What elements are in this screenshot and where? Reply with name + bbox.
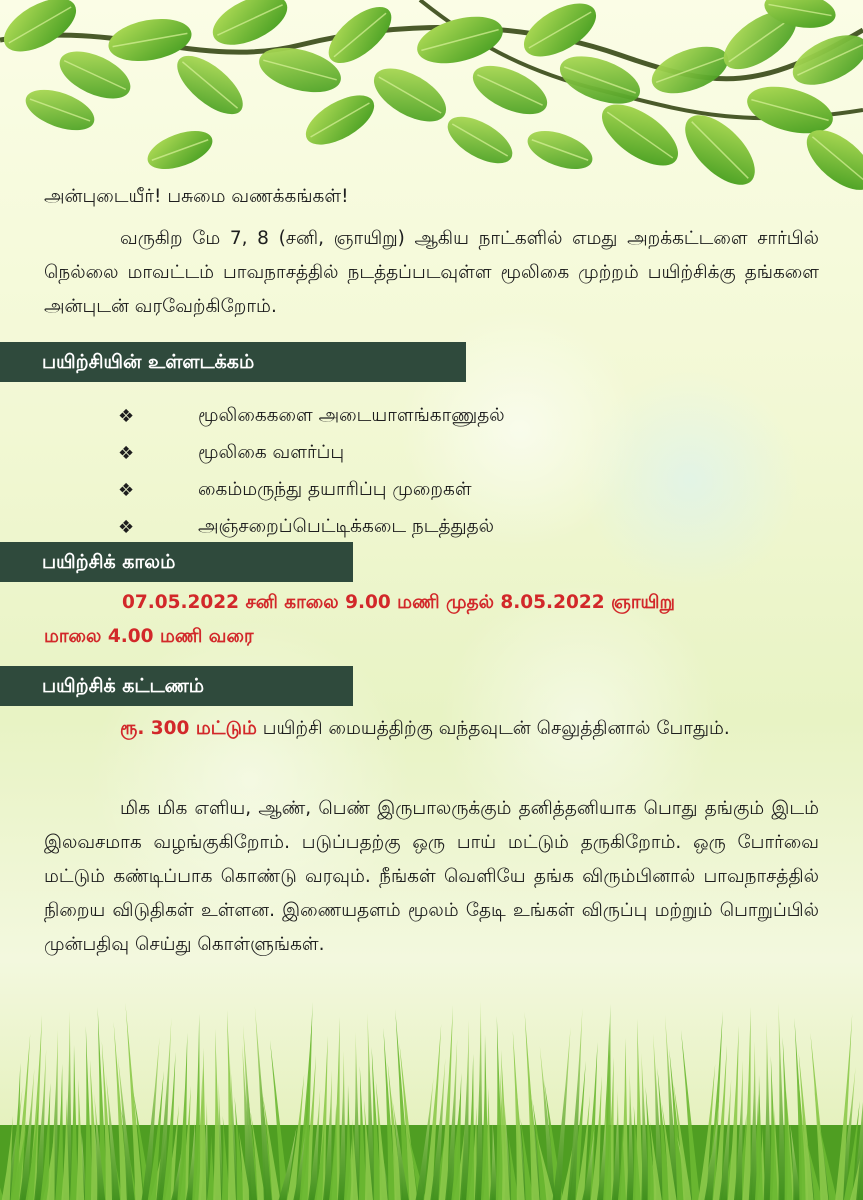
intro-paragraph: வருகிற மே 7, 8 (சனி, ஞாயிறு) ஆகிய நாட்களில் எமது அறக்கட்டளை சார்பில் நெல்லை மாவட்டம் பாவநாசத்தில் நடத்தப்படவுள்ள மூலிகை முற்றம் பயிற்சிக்கு தங்களை அன்புடன் வரவேற்கிறோம். [44,228,819,317]
bullet-icon: ❖ [118,443,135,464]
greeting: அன்புடையீர்! பசுமை வணக்கங்கள்! [44,186,349,207]
duration-line-1: 07.05.2022 சனி காலை 9.00 மணி முதல் 8.05.2022 ஞாயிறு [122,592,676,613]
list-item-label: மூலிகை வளர்ப்பு [198,442,345,463]
bullet-icon: ❖ [118,406,135,427]
list-item [118,398,505,435]
list-item [118,472,505,509]
fee-note: பயிற்சி மையத்திற்கு வந்தவுடன் செலுத்தினால் போதும். [256,718,730,739]
fee-paragraph [44,712,819,746]
list-item [118,435,505,472]
accommodation-paragraph: மிக மிக எளிய, ஆண், பெண் இருபாலருக்கும் தனித்தனியாக பொது தங்கும் இடம் இலவசமாக வழங்குகிறோம். படுப்பதற்கு ஒரு பாய் மட்டும் தருகிறோம். ஒரு போர்வை மட்டும் கண்டிப்பாக கொண்டு வரவும். நீங்கள் வெளியே தங்க விரும்பினால் பாவநாசத்தில் நிறைய விடுதிகள் உள்ளன. இணையதளம் மூலம் தேடி உங்கள் விருப்பு மற்றும் பொறுப்பில் முன்பதிவு செய்து கொள்ளுங்கள். [44,798,819,955]
contents-list [118,398,505,546]
bullet-icon: ❖ [118,517,135,538]
duration-line-2: மாலை 4.00 மணி வரை [44,626,254,647]
list-item [118,509,505,546]
list-item-label: மூலிகைகளை அடையாளங்காணுதல் [198,405,505,426]
bullet-icon: ❖ [118,480,135,501]
grass-image [0,995,863,1200]
section-heading-contents: பயிற்சியின் உள்ளடக்கம் [0,342,466,382]
list-item-label: அஞ்சறைப்பெட்டிக்கடை நடத்துதல் [198,516,495,537]
fee-amount: ரூ. 300 மட்டும் [120,718,257,739]
leaves-branch-image [0,0,863,200]
list-item-label: கைம்மருந்து தயாரிப்பு முறைகள் [198,479,472,500]
section-heading-duration: பயிற்சிக் காலம் [0,542,353,582]
section-heading-fee: பயிற்சிக் கட்டணம் [0,666,353,706]
